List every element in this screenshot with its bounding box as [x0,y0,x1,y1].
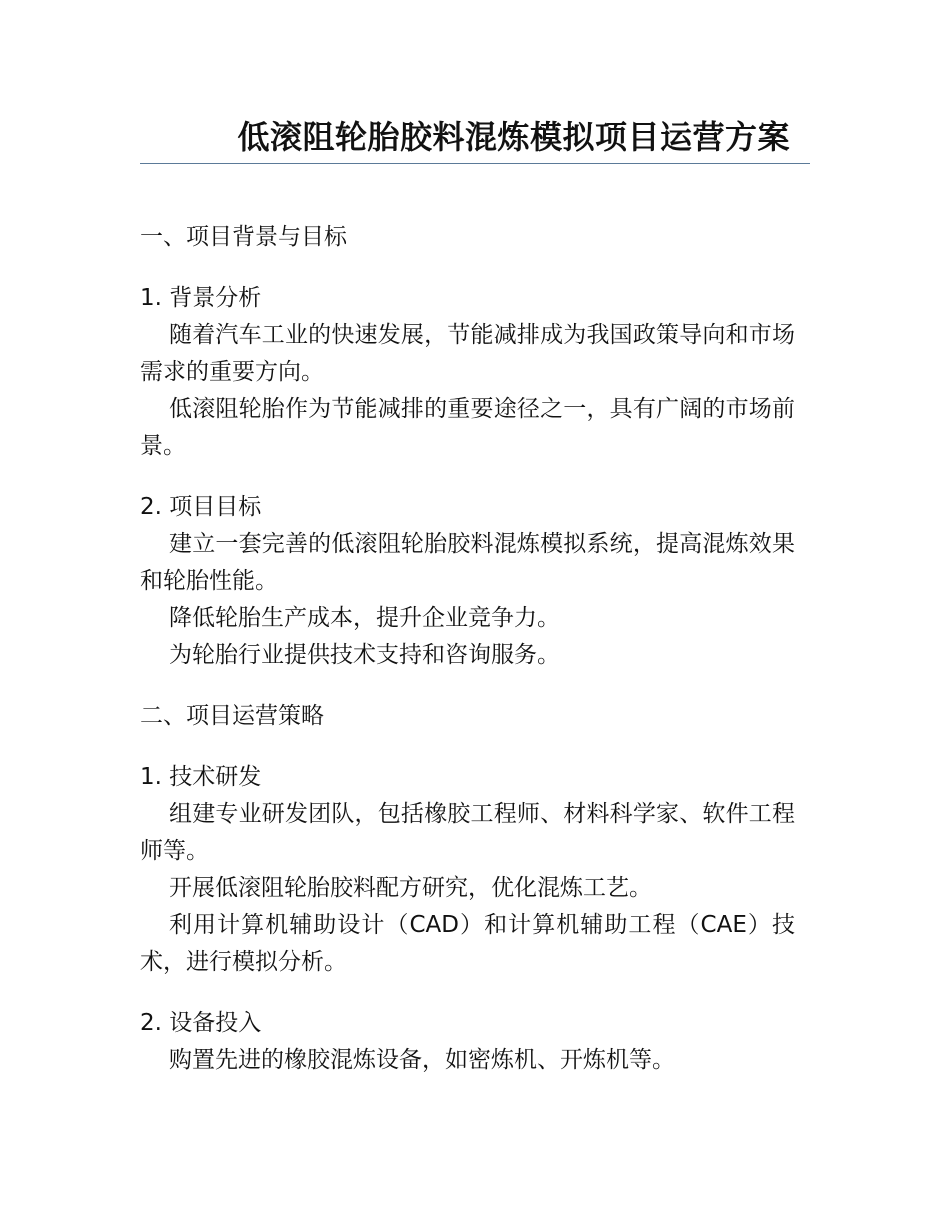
paragraph: 组建专业研发团队，包括橡胶工程师、材料科学家、软件工程师等。 [140,801,795,864]
document-title: 低滚阻轮胎胶料混炼模拟项目运营方案 [237,118,790,156]
subsection-equipment [140,1005,795,1079]
section-operation-strategy [140,698,795,1079]
subsection-background-analysis [140,280,795,465]
section-background-goals [140,219,795,674]
paragraph: 低滚阻轮胎作为节能减排的重要途径之一，具有广阔的市场前景。 [140,396,795,459]
paragraph: 降低轮胎生产成本，提升企业竞争力。 [169,605,560,631]
paragraph: 为轮胎行业提供技术支持和咨询服务。 [169,642,560,668]
subsection-heading: 2. 设备投入 [140,1010,262,1036]
section-heading: 一、项目背景与目标 [140,224,347,250]
subsection-tech-rd [140,759,795,981]
subsection-heading: 2. 项目目标 [140,494,262,520]
paragraph: 随着汽车工业的快速发展，节能减排成为我国政策导向和市场需求的重要方向。 [140,322,795,385]
subsection-heading: 1. 技术研发 [140,764,262,790]
paragraph: 利用计算机辅助设计（CAD）和计算机辅助工程（CAE）技术，进行模拟分析。 [140,912,795,975]
paragraph: 建立一套完善的低滚阻轮胎胶料混炼模拟系统，提高混炼效果和轮胎性能。 [140,531,795,594]
title-divider [140,163,810,164]
paragraph: 购置先进的橡胶混炼设备，如密炼机、开炼机等。 [169,1047,675,1073]
section-heading: 二、项目运营策略 [140,703,324,729]
subsection-heading: 1. 背景分析 [140,285,262,311]
subsection-project-goals [140,489,795,674]
document-body [140,219,795,1103]
paragraph: 开展低滚阻轮胎胶料配方研究，优化混炼工艺。 [169,875,652,901]
